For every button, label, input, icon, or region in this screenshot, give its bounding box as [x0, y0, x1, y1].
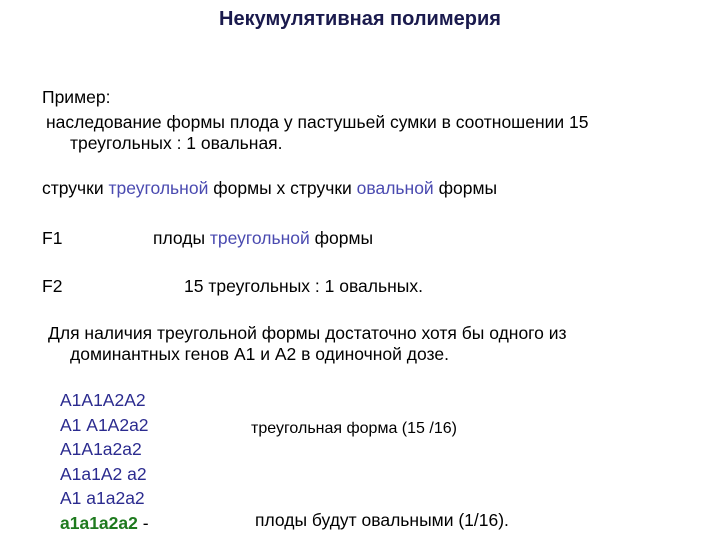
example-line-1: наследование формы плода у пастушьей сумки в соотношении 15 — [46, 112, 589, 132]
genotype-item: А1а1А2 а2 — [60, 463, 147, 484]
cross-oval: овальной — [356, 178, 434, 198]
genotype-item: А1А1А2А2 — [60, 390, 146, 410]
f1-triangular: треугольной — [209, 228, 310, 248]
f2-result: 15 треугольных : 1 овальных. — [184, 276, 423, 296]
example-label: Пример: — [42, 87, 111, 107]
genotype-item: А1 а1а2а2 — [60, 488, 145, 508]
recessive-row — [60, 511, 149, 536]
genotype-item: А1А1а2а2 — [60, 439, 142, 459]
cross-text-2: формы х стручки — [208, 178, 357, 198]
genotype-list — [60, 388, 149, 535]
recessive-dash: - — [137, 512, 149, 533]
cross-text-3: формы — [433, 178, 498, 198]
cross-text-1: стручки — [42, 178, 109, 198]
f1-label: F1 — [42, 228, 63, 248]
cross-line — [42, 178, 497, 199]
recessive-genotype: а1а1а2а2 — [60, 512, 138, 533]
explanation-line-1: Для наличия треугольной формы достаточно хотя бы одного из — [48, 323, 567, 343]
explanation-line-2: доминантных генов А1 и А2 в одиночной дозе. — [70, 344, 449, 364]
page-title: Некумулятивная полимерия — [219, 8, 501, 30]
genotype-item: А1 А1А2а2 — [60, 414, 149, 435]
f1-text-1: плоды — [153, 228, 210, 248]
example-line-2: треугольных : 1 овальная. — [70, 133, 283, 153]
f1-result — [153, 228, 373, 249]
f1-text-2: формы — [309, 228, 374, 248]
f2-label: F2 — [42, 276, 63, 296]
result-oval: плоды будут овальными (1/16). — [255, 510, 509, 530]
result-triangular: треугольная форма (15 /16) — [251, 420, 457, 437]
cross-triangular: треугольной — [108, 178, 209, 198]
